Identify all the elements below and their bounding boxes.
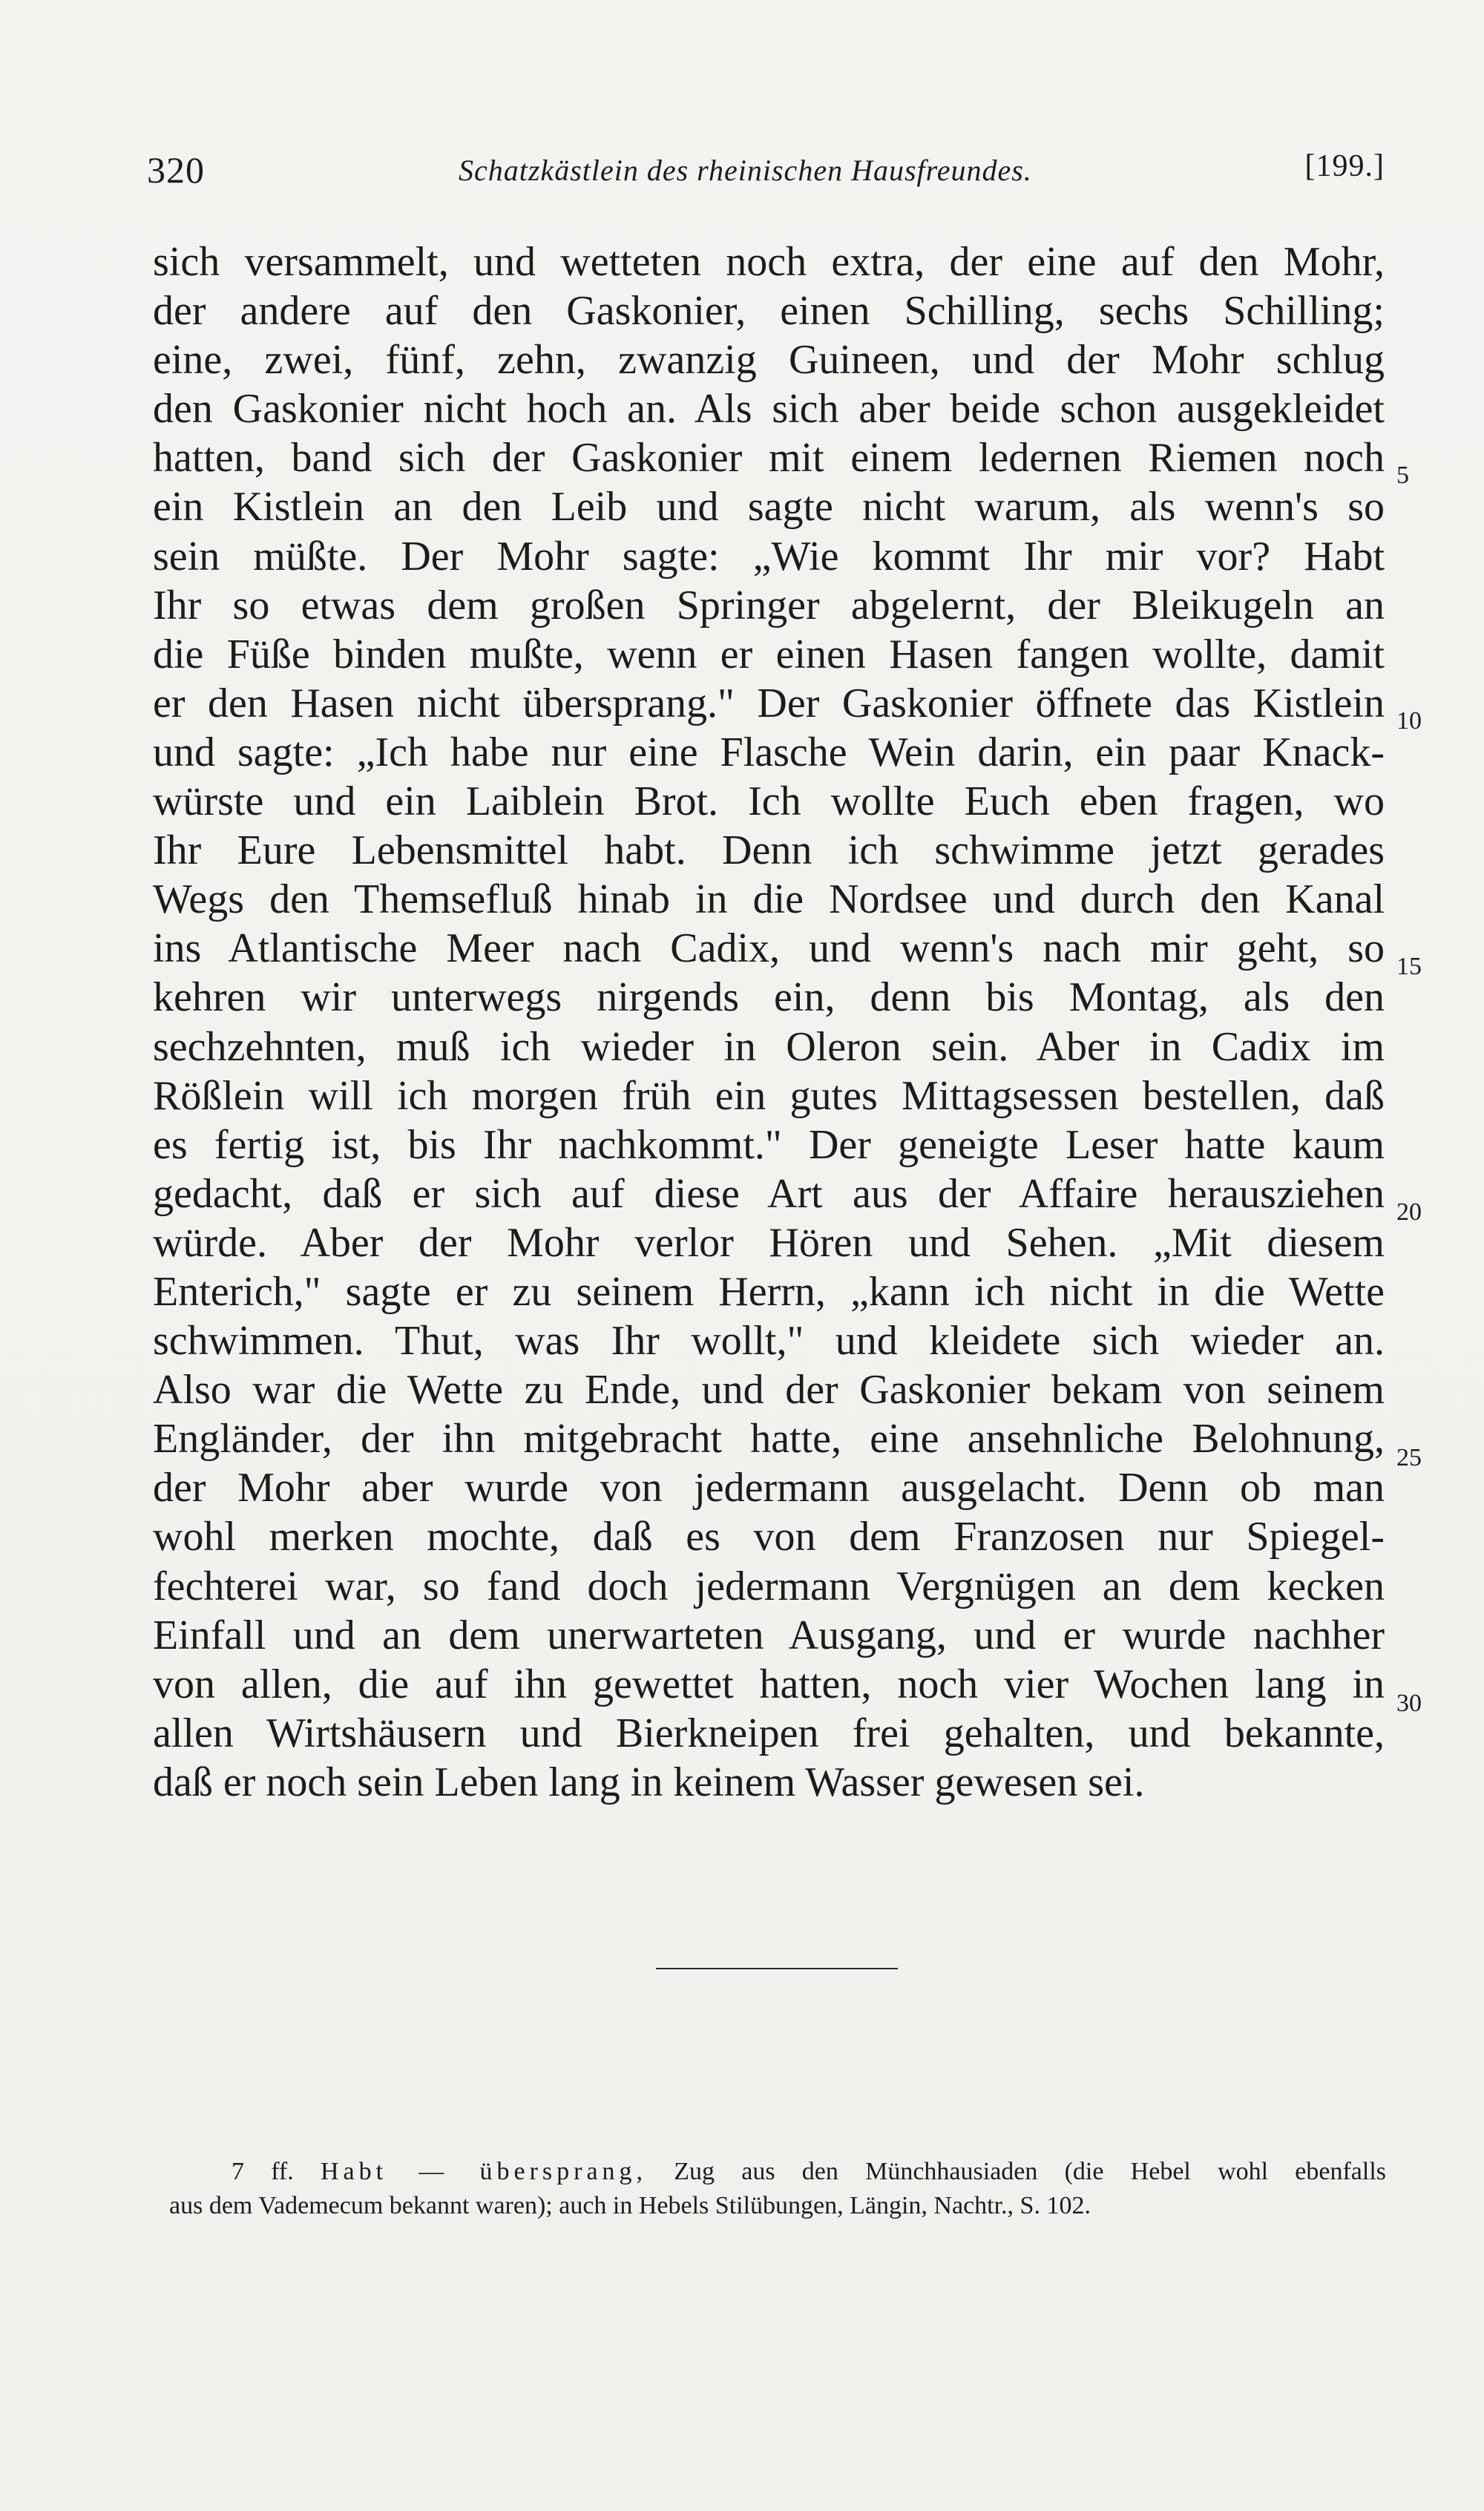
text-line: es fertig ist, bis Ihr nachkommt." Der geneigte Leser hatte kaum: [153, 1121, 1385, 1168]
section-divider: [656, 1968, 898, 1969]
text-line: daß er noch sein Leben lang in keinem Wasser gewesen sei.: [153, 1759, 1145, 1805]
text-line: und sagte: „Ich habe nur eine Flasche Wein darin, ein paar Knack-: [153, 729, 1385, 775]
footnote-line: aus dem Vademecum bekannt waren); auch in Hebels Stilübungen, Längin, Nachtr., S. 102.: [169, 2192, 1091, 2219]
text-line: er den Hasen nicht übersprang." Der Gaskonier öffnete das Kistlein: [153, 680, 1385, 726]
text-line: Enterich," sagte er zu seinem Herrn, „kann ich nicht in die Wette: [153, 1268, 1385, 1315]
text-line: gedacht, daß er sich auf diese Art aus der Affaire herausziehen: [153, 1170, 1385, 1217]
text-line: den Gaskonier nicht hoch an. Als sich aber beide schon ausgekleidet: [153, 386, 1385, 433]
text-line: Wegs den Themsefluß hinab in die Nordsee und durch den Kanal: [153, 876, 1385, 923]
text-line: sechzehnten, muß ich wieder in Oleron sein. Aber in Cadix im: [153, 1023, 1385, 1070]
line-number: 10: [1396, 707, 1422, 735]
line-number: 30: [1396, 1690, 1422, 1717]
text-line: würste und ein Laiblein Brot. Ich wollte Euch eben fragen, wo: [153, 778, 1385, 825]
footnote-line: [169, 2155, 1386, 2189]
text-line: Ihr Eure Lebensmittel habt. Denn ich schwimme jetzt gerades: [153, 827, 1385, 874]
text-line: wohl merken mochte, daß es von dem Franzosen nur Spiegel-: [153, 1514, 1385, 1560]
line-number: 25: [1396, 1444, 1422, 1471]
original-page-number: [199.]: [1304, 149, 1385, 183]
text-line: hatten, band sich der Gaskonier mit einem ledernen Riemen noch: [153, 435, 1385, 482]
text-line: allen Wirtshäusern und Bierkneipen frei gehalten, und bekannte,: [153, 1710, 1385, 1756]
text-line: ins Atlantische Meer nach Cadix, und wenn's nach mir geht, so: [153, 925, 1385, 972]
text-line: der Mohr aber wurde von jedermann ausgelacht. Denn ob man: [153, 1465, 1385, 1511]
footnote-lemma: Habt — übersprang,: [320, 2158, 648, 2185]
line-number: 15: [1396, 953, 1422, 980]
running-head: [147, 148, 1385, 200]
text-line: fechterei war, so fand doch jedermann Vergnügen an dem kecken: [153, 1563, 1385, 1609]
text-line: schwimmen. Thut, was Ihr wollt," und kleidete sich wieder an.: [153, 1318, 1385, 1365]
text-line: Rößlein will ich morgen früh ein gutes Mittagsessen bestellen, daß: [153, 1072, 1385, 1119]
running-title: Schatzkästlein des rheinischen Hausfreundes.: [459, 154, 1032, 187]
text-line: der andere auf den Gaskonier, einen Schilling, sechs Schilling;: [153, 288, 1385, 335]
text-line: Engländer, der ihn mitgebracht hatte, eine ansehnliche Belohnung,: [153, 1416, 1385, 1463]
text-line: Ihr so etwas dem großen Springer abgelernt, der Bleikugeln an: [153, 582, 1385, 628]
footnote: [169, 2155, 1386, 2223]
text-line: würde. Aber der Mohr verlor Hören und Sehen. „Mit diesem: [153, 1219, 1385, 1266]
text-line: die Füße binden mußte, wenn er einen Hasen fangen wollte, damit: [153, 631, 1385, 677]
line-number: 20: [1396, 1198, 1422, 1226]
text-line: sein müßte. Der Mohr sagte: „Wie kommt Ihr mir vor? Habt: [153, 533, 1385, 580]
footnote-text: Zug aus den Münchhausiaden (die Hebel wohl ebenfalls: [674, 2158, 1387, 2185]
text-line: Also war die Wette zu Ende, und der Gaskonier bekam von seinem: [153, 1367, 1385, 1414]
text-line: von allen, die auf ihn gewettet hatten, noch vier Wochen lang in: [153, 1661, 1385, 1707]
text-line: eine, zwei, fünf, zehn, zwanzig Guineen, und der Mohr schlug: [153, 337, 1385, 384]
line-number: 5: [1396, 462, 1409, 489]
text-line: Einfall und an dem unerwarteten Ausgang, und er wurde nachher: [153, 1612, 1385, 1658]
body-text: [153, 237, 1385, 1807]
page-number: 320: [147, 149, 205, 191]
text-line: ein Kistlein an den Leib und sagte nicht warum, als wenn's so: [153, 484, 1385, 531]
text-line: sich versammelt, und wetteten noch extra, der eine auf den Mohr,: [153, 239, 1385, 285]
text-line: kehren wir unterwegs nirgends ein, denn bis Montag, als den: [153, 974, 1385, 1021]
footnote-reference: 7 ff.: [232, 2158, 294, 2185]
